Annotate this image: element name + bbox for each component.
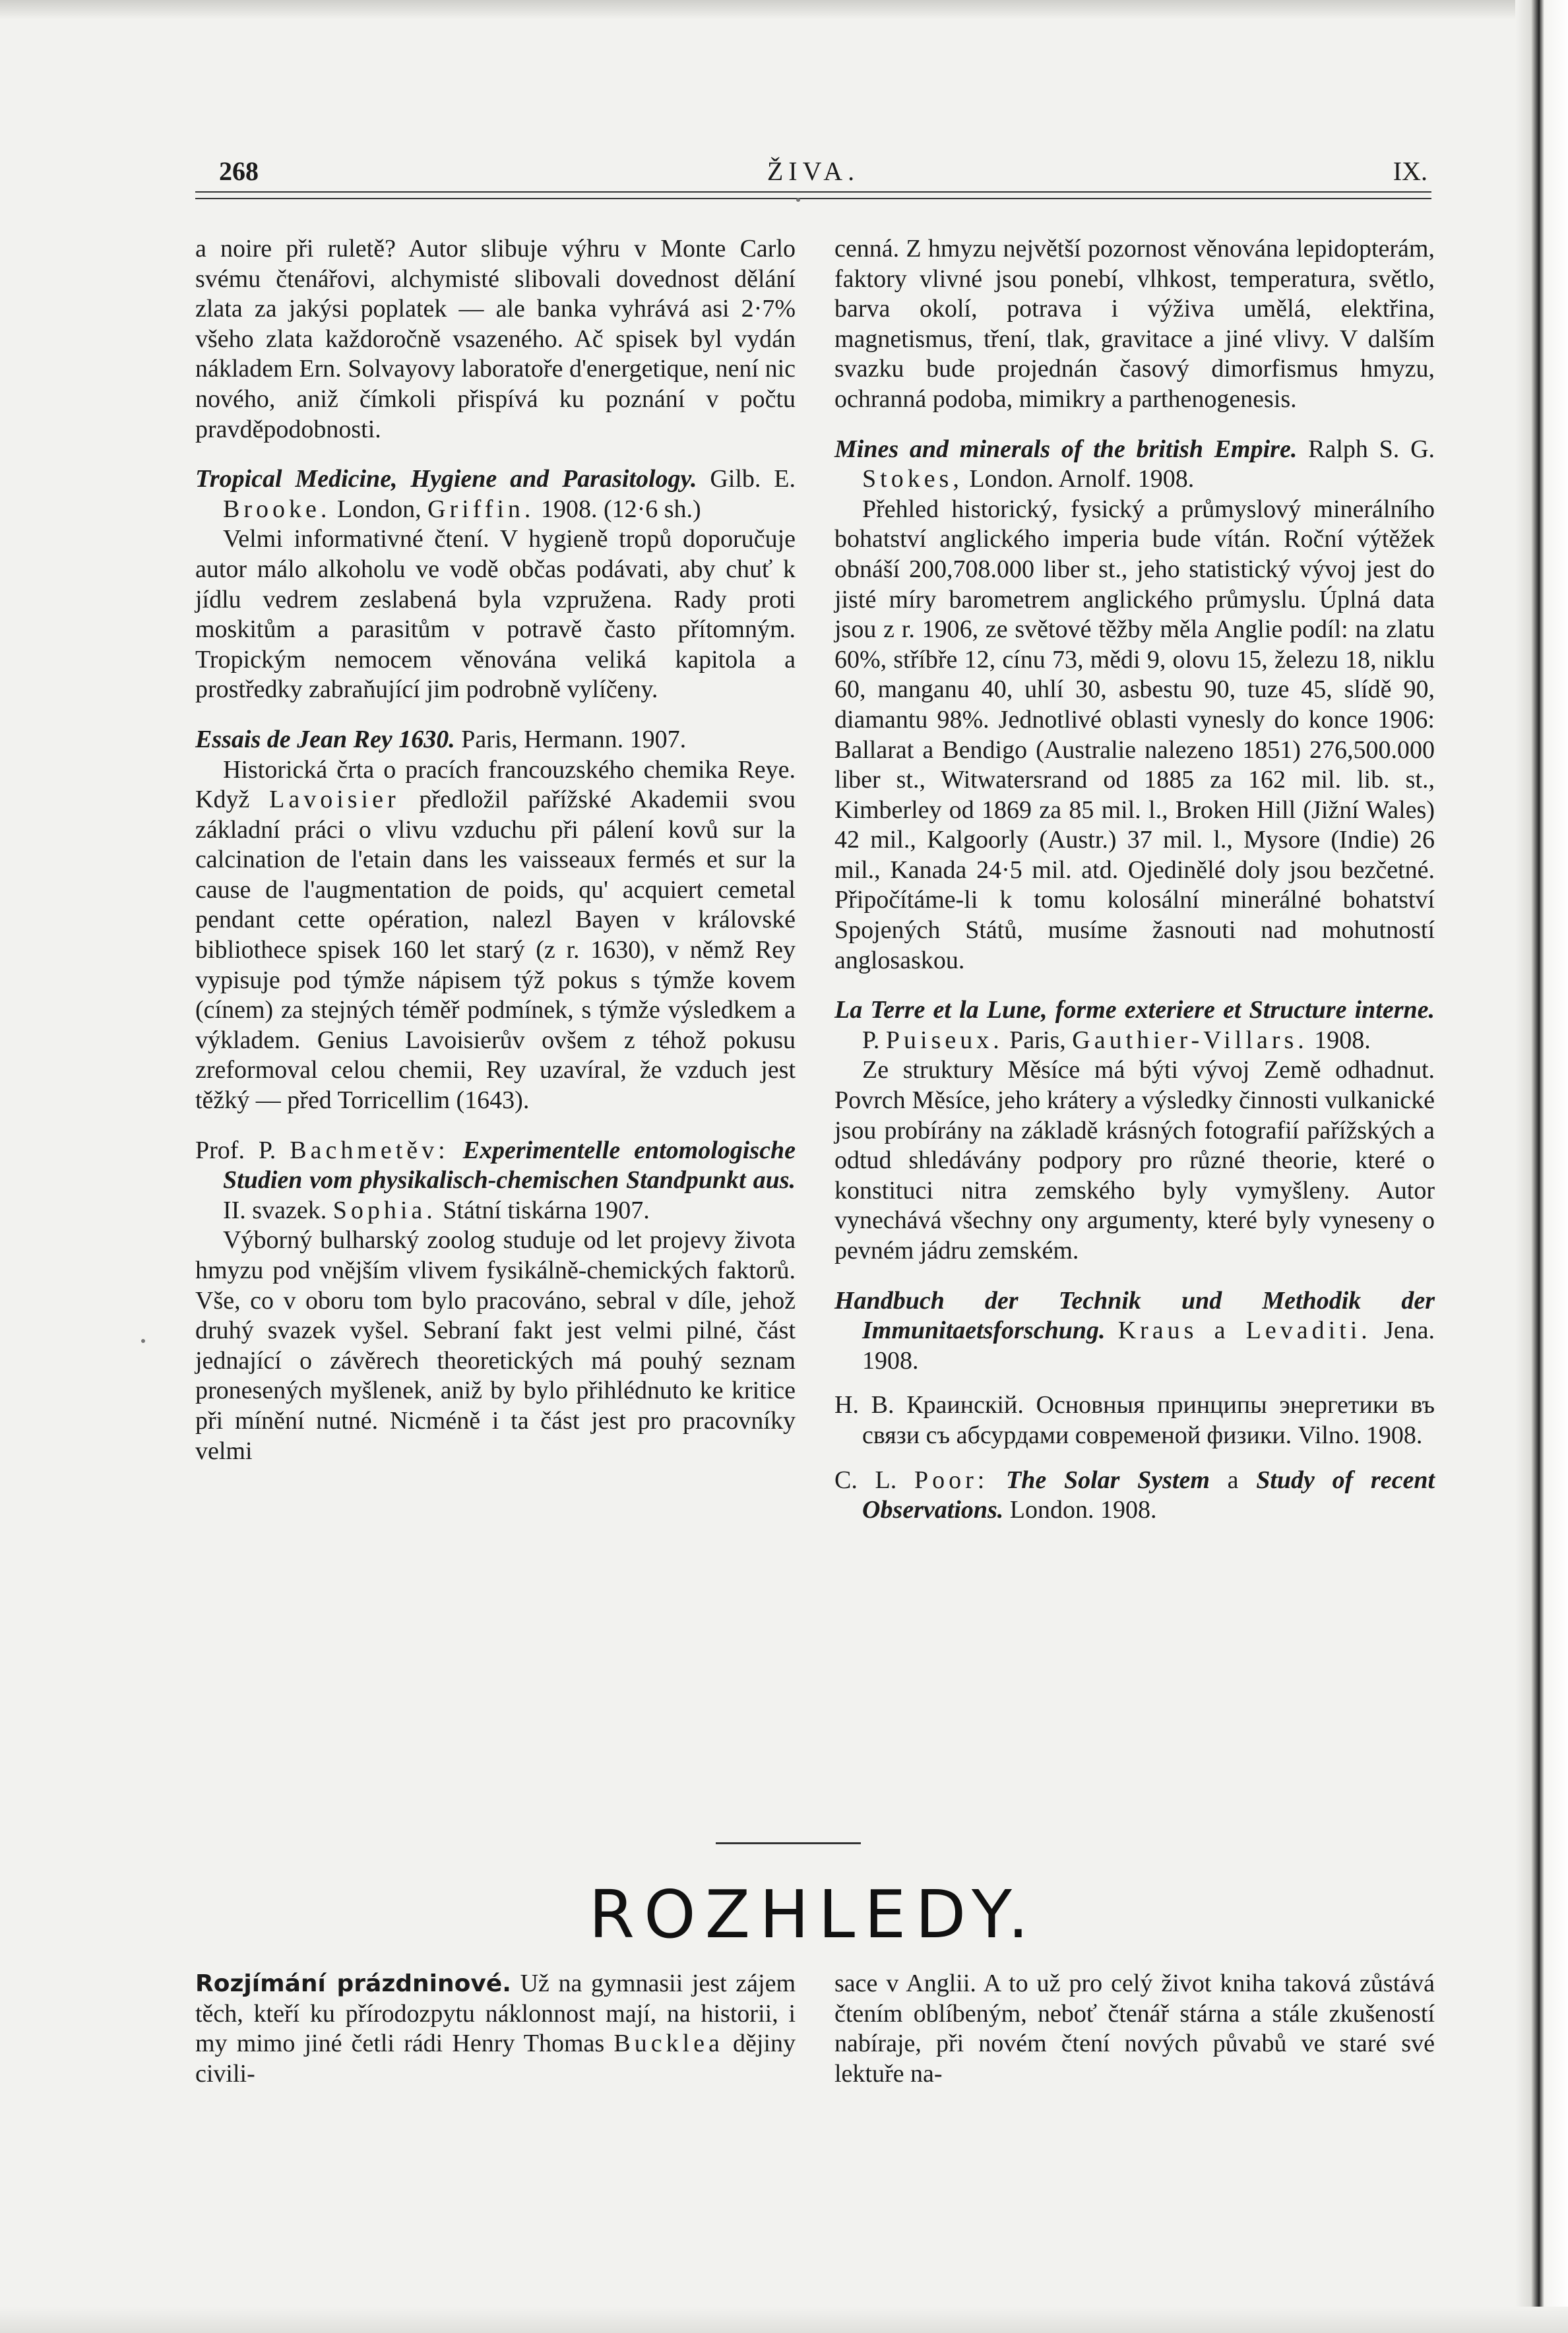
article-paragraph [195, 1969, 796, 2089]
author-initials: Gilb. E. [710, 465, 796, 493]
person-name: Bucklea [613, 2030, 724, 2058]
section-heading: ROZHLEDY. [588, 1876, 1038, 1953]
publisher-name: Griffin. [427, 495, 535, 523]
article-text-end: dějiny civili- [195, 2030, 796, 2088]
conjunction: a [1227, 1466, 1239, 1494]
article-text-start: Už na gymnasii jest zájem těch, kteří ku přírodozpytu náklonnost mají, na historii, i my mimo jiné četli rádi Henry Thomas [195, 1970, 796, 2058]
book-title: Tropical Medicine, Hygiene and Parasitology. [195, 465, 697, 493]
author-name: Bachmetěv: [290, 1136, 449, 1164]
article-continuation: sace v Anglii. A to už pro celý život kniha taková zůstává čtením oblíbeným, neboť čtenář stárna a stále zkušeností nabíraje, při novém čtení nových půvabů ve staré své lektuře na- [834, 1970, 1435, 2088]
book-entry-mines-minerals [834, 435, 1435, 495]
book-title: La Terre et la Lune, forme exteriere et Structure interne. [834, 996, 1435, 1024]
publication-details: Jena. 1908. [862, 1317, 1435, 1375]
book-title: The Solar System [1006, 1466, 1210, 1494]
book-entry-tropical-medicine [195, 464, 796, 524]
book-entry-terre-lune [834, 995, 1435, 1055]
publisher-place: Sophia. [332, 1196, 437, 1224]
author-name: Brooke. [223, 495, 331, 523]
author-name: Kraus a Levaditi. [1117, 1317, 1371, 1345]
publication-details: Paris, Hermann. 1907. [461, 725, 687, 753]
page-number: 268 [219, 156, 259, 186]
article-heading: Rozjímání prázdninové. [195, 1970, 511, 1997]
review-text: Přehled historický, fysický a průmyslový minerálního bohatství anglického imperia bude vítán. Roční výtěžek obnáší 200,708.000 liber st., jeho statistický vývoj jest do jisté míry barometrem anglického průmyslu. Úplná data jsou z r. 1906, ze světové těžby měla Anglie podíl: na zlatu 60%, stříbře 12, cínu 73, mědi 9, olovu 15, železu 18, niklu 60, manganu 40, uhlí 30, asbestu 90, tuze 45, slídě 90, diamantu 98%. Jednotlivé oblasti vynesly do konce 1906: Ballarat a Bendigo (Australie nalezeno 1851) 276,500.000 liber st., Witwatersrand od 1885 za 162 mil. lib. st., Kimberley od 1869 za 85 mil. l., Broken Hill (Jižní Wales) 42 mil., Kalgoorly (Austr.) 37 mil. l., Mysore (Indie) 26 mil., Kanada 24·5 mil. atd. Ojedinělé doly jsou bezčetné. Připočítáme-li k tomu kolosální minerálné bohatství Spojených Států, musíme žasnouti nad mohutností anglosaskou. [834, 495, 1435, 974]
scan-speck [796, 198, 800, 202]
scan-edge-right [1515, 0, 1568, 2333]
book-title: Handbuch der Technik und Methodik der Immunitaetsforschung. [834, 1286, 1435, 1345]
review-text: Ze struktury Měsíce má býti vývoj Země odhadnut. Povrch Měsíce, jeho krátery a výsledky činnosti vulkanické jsou probírány na základě krásných fotografií pařížských a odtud shledávány podpory pro různé theorie, které o konstituci nitra zemského byly vymyšleny. Autor vynechává všechny ony argumenty, které byly vyneseny o pevném jádru zemském. [834, 1056, 1435, 1264]
right-column [834, 234, 1435, 1526]
book-entry-bachmetev [195, 1136, 796, 1226]
bottom-right-column [834, 1969, 1435, 2089]
continued-paragraph: a noire při ruletě? Autor slibuje výhru v Monte Carlo svému čtenářovi, alchymisté slibovali dovednost dělání zlata za jakýsi poplatek — ale banka vyhrává asi 2·7% všeho zlata každoročně vsazeného. Ač spisek byl vydán nákladem Ern. Solvayovy laboratoře d'energetique, není nic nového, aniž čímkoli přispívá ku poznání v počtu pravděpodobnosti. [195, 235, 796, 443]
left-column [195, 234, 796, 1466]
book-entry-solar-system [834, 1466, 1435, 1526]
review-text: Výborný bulharský zoolog studuje od let projevy života hmyzu pod vnějším vlivem fysikálně-chemických faktorů. Vše, co v oboru tom bylo pracováno, sebral v díle, jehož druhý svazek vyšel. Sebraní fakt jest velmi pilné, část jednající o závěrech theoretických má pouhý seznam pronesených myšlenek, aniž by bylo přihlédnuto ke kritice při mínění nutné. Nicméně i ta část jest pro pracovníky velmi [195, 1226, 796, 1465]
review-text-start: Historická črta o pracích francouzského chemika Reye. Když [195, 755, 796, 814]
header-rule [195, 191, 1431, 199]
publication-details: Státní tiskárna 1907. [443, 1196, 650, 1224]
author-initials: C. L. [834, 1466, 897, 1494]
review-text-end: předložil pařížské Akademii svou základní práci o vlivu vzduchu při pálení kovů sur la calcination de l'etain dans les vaisseaux fermés et sur la cause de l'augmentation de poids, qu' acquiert cemetal pendant cette opération, nalezl Bayen v královské bibliothece spisek 160 let starý (z r. 1630), v němž Rey vypisuje pod týmže nápisem týž pokus s týmže kovem (cínem) za stejných téměř podmínek, s týmže výsledkem a výkladem. Genius Lavoisierův ovšem z téhož pokusu zreformoval celou chemii, Rey uzavíral, že vzduch jest těžký — před Torricellim (1643). [195, 786, 796, 1115]
publication-details: 1908. (12·6 sh.) [540, 495, 701, 523]
section-divider [716, 1842, 861, 1844]
author-initials: Ralph S. G. [1308, 435, 1435, 463]
review-text [195, 755, 796, 1116]
book-entry-krainskij: Н. В. Краинскій. Основныя принципы энергетики въ связи съ абсурдами современой физики. Vilno. 1908. [834, 1391, 1435, 1449]
author-prefix: Prof. P. [195, 1136, 276, 1164]
scan-speck [141, 1339, 145, 1343]
volume-number: IX. [1393, 156, 1427, 186]
book-entry-immunitaet [834, 1286, 1435, 1377]
volume-info: II. svazek. [223, 1196, 327, 1224]
scan-edge-bottom [0, 2307, 1568, 2333]
publisher-place: Paris, [1009, 1026, 1066, 1054]
author-initials: P. [862, 1026, 880, 1054]
author-name: Poor: [914, 1466, 989, 1494]
book-entry-jean-rey [195, 725, 796, 755]
book-title: Experimentelle entomologische Studien vom physikalisch-chemischen Standpunkt aus. [223, 1136, 796, 1195]
continued-paragraph: cenná. Z hmyzu největší pozornost věnována lepidopterám, faktory vlivné jsou ponebí, vlhkost, temperatura, světlo, barva okolí, potrava i výživa umělá, elektřina, magnetismus, tření, tlak, gravitace a jiné vlivy. V dalším svazku bude projednán časový dimorfismus hmyzu, ochranná podoba, mimikry a parthenogenesis. [834, 235, 1435, 413]
book-title-second: Study of recent Observations. [862, 1466, 1435, 1524]
book-title: Essais de Jean Rey 1630. [195, 725, 455, 753]
author-name: Puiseux. [885, 1026, 1003, 1054]
author-name: Stokes, [862, 465, 963, 493]
publisher-name: Gauthier-Villars. [1072, 1026, 1308, 1054]
person-name: Lavoisier [269, 786, 400, 814]
publisher-place: London, [336, 495, 422, 523]
journal-title: ŽIVA. [767, 156, 860, 186]
running-header [195, 150, 1431, 190]
publication-year: 1908. [1314, 1026, 1371, 1054]
publication-details: London. Arnolf. 1908. [969, 465, 1195, 493]
publication-details: London. 1908. [1009, 1496, 1157, 1524]
review-text: Velmi informativné čtení. V hygieně tropů doporučuje autor málo alkoholu ve vodě občas podávati, aby chuť k jídlu vedrem zeslabená byla vzpružena. Rady proti moskitům a parasitům v potravě často přítomným. Tropickým nemocem věnována veliká kapitola a prostředky zabraňující jim podrobně vylíčeny. [195, 525, 796, 704]
bottom-left-column [195, 1969, 796, 2089]
book-title: Mines and minerals of the british Empire. [834, 435, 1298, 463]
